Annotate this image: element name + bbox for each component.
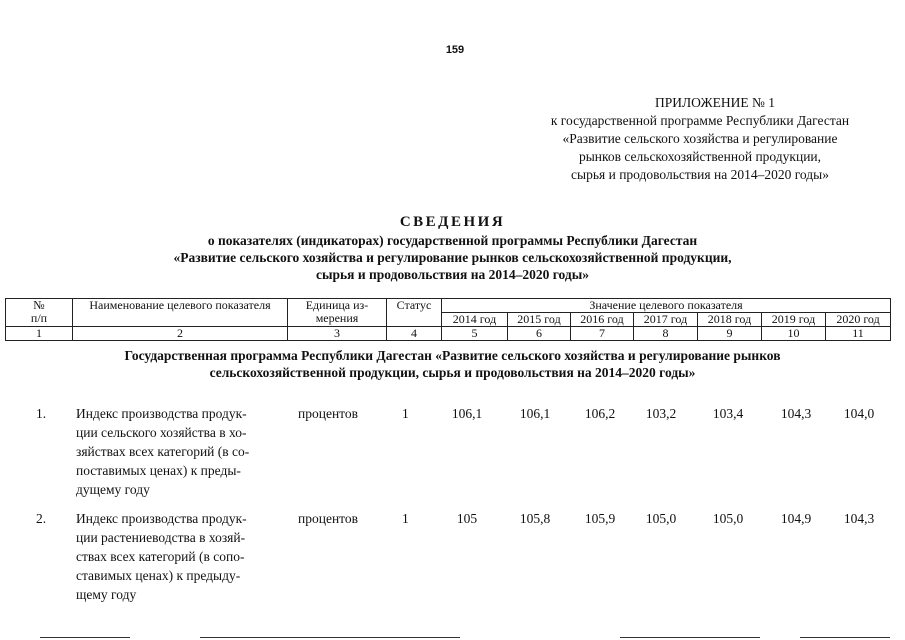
header-value-group [442, 299, 891, 313]
scan-rule [620, 637, 760, 638]
header-indicator-name [73, 299, 288, 327]
indicator-name-line: зяйствах всех категорий (в со- [76, 444, 250, 459]
header-year: 2020 год [826, 313, 891, 327]
indicator-name-line: Индекс производства продук- [76, 511, 247, 526]
section-title-line: Государственная программа Республики Дагестан «Развитие сельского хозяйства и регулирование рынков [124, 348, 781, 363]
header-year: 2019 год [762, 313, 826, 327]
status-value: 1 [402, 511, 409, 526]
value-2020: 104,0 [843, 406, 875, 421]
header-year: 2014 год [442, 313, 508, 327]
header-unit [288, 299, 387, 327]
header-unit-line: Единица из- [305, 298, 369, 312]
status-value: 1 [402, 406, 409, 421]
value-2016: 105,9 [584, 511, 616, 526]
indicator-name [76, 509, 282, 604]
section-title-line: сельскохозяйственной продукции, сырья и продовольствия на 2014–2020 годы» [209, 365, 696, 380]
heading-line: сырья и продовольствия на 2014–2020 годы» [315, 267, 590, 282]
column-number: 1 [6, 327, 73, 341]
header-year: 2015 год [508, 313, 571, 327]
value-2016: 106,2 [584, 406, 616, 421]
indicator-name-line: ствах всех категорий (в сопо- [76, 549, 245, 564]
value-2020: 104,3 [843, 511, 875, 526]
document-heading [100, 212, 805, 283]
row-number: 1. [36, 406, 47, 421]
header-year: 2016 год [571, 313, 634, 327]
appendix-line: «Развитие сельского хозяйства и регулирование [562, 131, 838, 146]
indicator-name-line: ции растениеводства в хозяй- [76, 530, 246, 545]
value-2017: 105,0 [645, 511, 677, 526]
appendix-line: сырья и продовольствия на 2014–2020 годы» [571, 167, 829, 182]
header-status [387, 299, 442, 327]
appendix-line: рынков сельскохозяйственной продукции, [578, 149, 822, 164]
column-number: 8 [634, 327, 698, 341]
column-number: 2 [73, 327, 288, 341]
program-section-title [30, 347, 875, 381]
heading-line: «Развитие сельского хозяйства и регулирование рынков сельскохозяйственной продукции, [173, 250, 732, 265]
indicator-name [76, 404, 282, 499]
document-title: СВЕДЕНИЯ [399, 214, 506, 230]
appendix-line: к государственной программе Республики Дагестан [550, 113, 850, 128]
value-2018: 105,0 [712, 511, 744, 526]
indicator-name-line: ции сельского хозяйства в хо- [76, 425, 247, 440]
value-2018: 103,4 [712, 406, 744, 421]
column-number: 5 [442, 327, 508, 341]
column-number: 4 [387, 327, 442, 341]
scan-rule [200, 637, 460, 638]
column-number: 9 [698, 327, 762, 341]
indicator-name-line: дущему году [76, 482, 150, 497]
value-2019: 104,9 [780, 511, 812, 526]
value-2014: 105 [456, 511, 478, 526]
header-year: 2018 год [698, 313, 762, 327]
header-unit-line: мерения [315, 311, 359, 325]
column-number: 7 [571, 327, 634, 341]
header-number-line: п/п [30, 311, 48, 325]
indicator-name-line: Индекс производства продук- [76, 406, 247, 421]
page-number: 159 [445, 44, 465, 56]
header-value-text: Значение целевого показателя [589, 298, 743, 312]
header-year: 2017 год [634, 313, 698, 327]
scan-rule [800, 637, 890, 638]
unit-value: процентов [298, 511, 359, 526]
header-indicator-name-text: Наименование целевого показателя [89, 298, 271, 312]
value-2014: 106,1 [451, 406, 483, 421]
appendix-title: ПРИЛОЖЕНИЕ № 1 [654, 95, 776, 110]
value-2015: 105,8 [519, 511, 551, 526]
indicator-name-line: ставимых ценах) к предыду- [76, 568, 241, 583]
column-number: 10 [762, 327, 826, 341]
indicator-name-line: щему году [76, 587, 137, 602]
indicator-name-line: поставимых ценах) к преды- [76, 463, 241, 478]
column-number: 11 [826, 327, 891, 341]
header-number-line: № [33, 298, 45, 312]
heading-line: о показателях (индикаторах) государственной программы Республики Дагестан [207, 233, 698, 248]
value-2017: 103,2 [645, 406, 677, 421]
unit-value: процентов [298, 406, 359, 421]
header-number [6, 299, 73, 327]
row-number: 2. [36, 511, 47, 526]
value-2019: 104,3 [780, 406, 812, 421]
header-status-text: Статус [396, 298, 432, 312]
value-2015: 106,1 [519, 406, 551, 421]
indicators-table-header [5, 298, 891, 341]
column-number: 3 [288, 327, 387, 341]
scan-rule [40, 637, 130, 638]
appendix-block [500, 94, 900, 184]
column-number: 6 [508, 327, 571, 341]
